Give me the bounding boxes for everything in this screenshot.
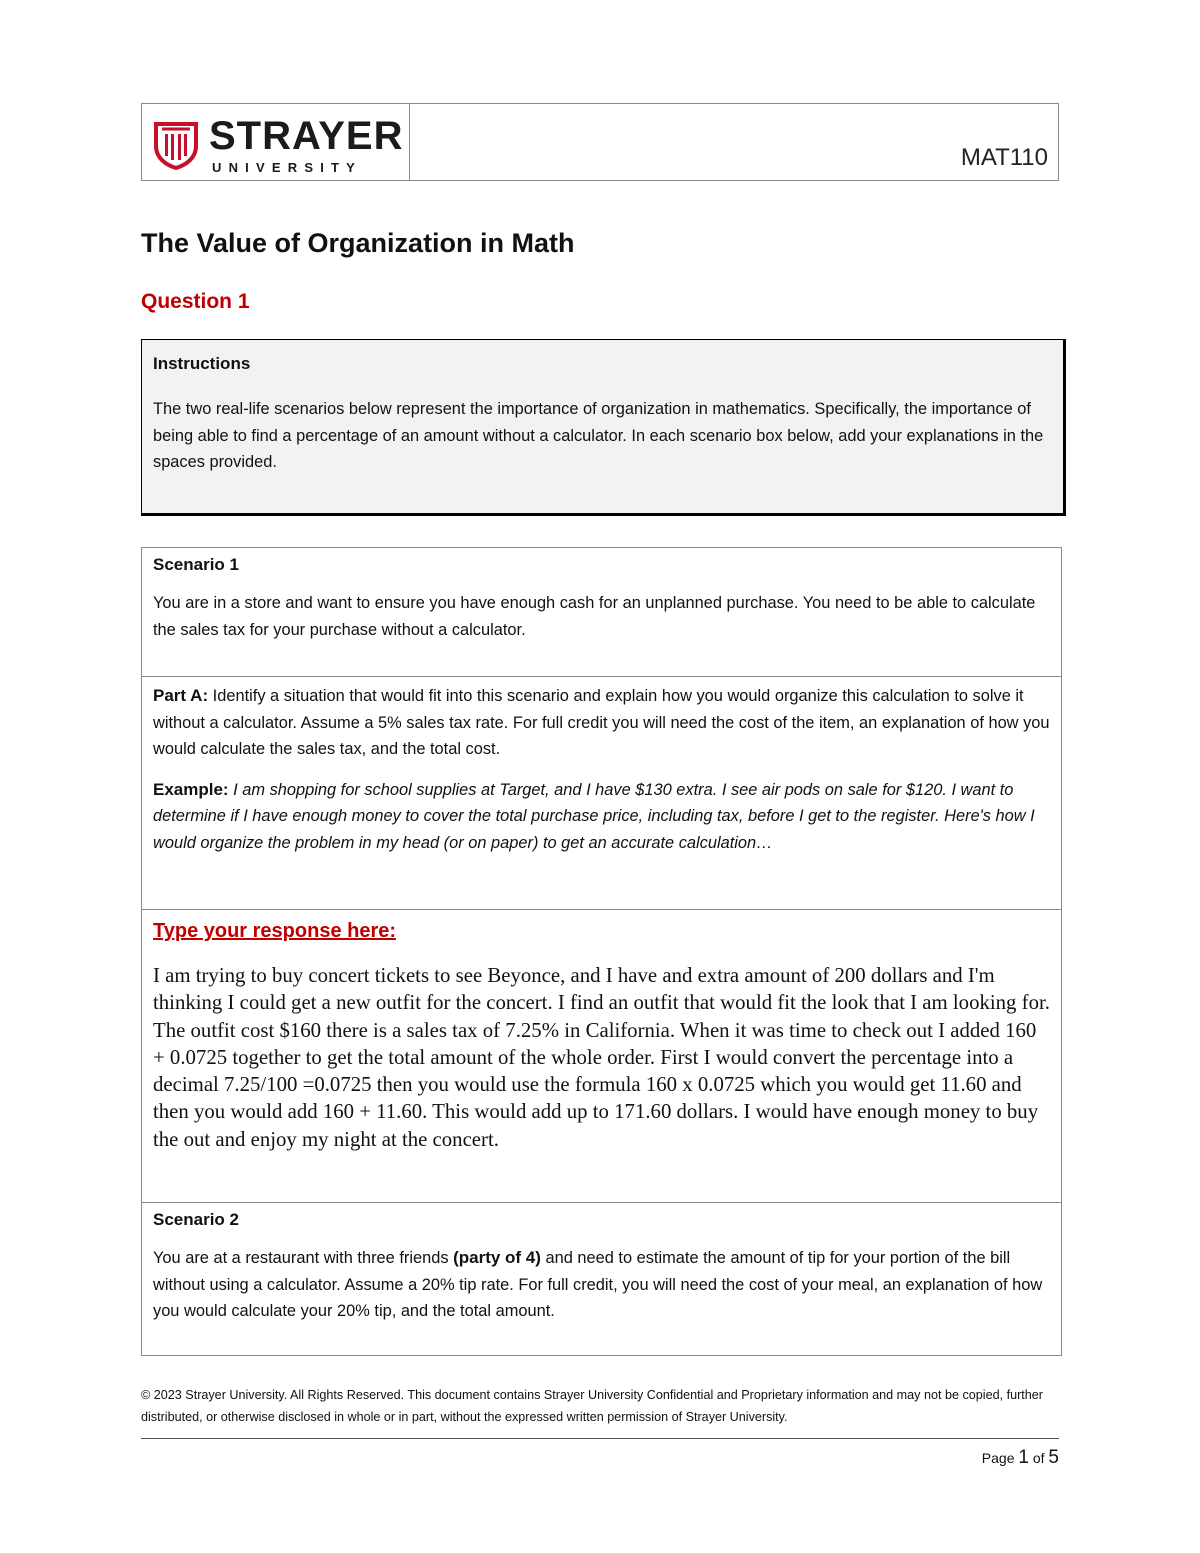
course-code: MAT110	[960, 144, 1048, 171]
instructions-body: The two real-life scenarios below represent the importance of organization in mathematics. Specifically, the importance of being able to find a percentage of an amount without a calculator. In each scenario box below, add your explanations in the spaces provided.	[153, 400, 1044, 471]
page-prefix: Page	[981, 1450, 1019, 1466]
response-label: Type your response here:	[153, 920, 397, 942]
scenario-1-label: Scenario 1	[153, 555, 239, 574]
page-current: 1	[1018, 1447, 1029, 1468]
response-body[interactable]: I am trying to buy concert tickets to see Beyonce, and I have and extra amount of 200 dollars and I'm thinking I could get a new outfit for the concert. I find an outfit that would fit the look that I am looking for. The outfit cost $160 there is a sales tax of 7.25% in California. When it was time to check out I added 160 + 0.0725 together to get the total amount of the whole order. First I would convert the percentage into a decimal 7.25/100 =0.0725 then you would use the formula 160 x 0.0725 which you would get 11.60 and then you would add 160 + 11.60. This would add up to 171.60 dollars. I would have enough money to buy the out and enjoy my night at the concert.	[153, 964, 1050, 1151]
header-table	[141, 103, 1059, 181]
page-number	[982, 1447, 1059, 1469]
scenario-2-body-post: and need to estimate the amount of tip for your portion of the bill without using a calculator. Assume a 20% tip rate. For full credit, you will need the cost of your meal, an explanation of how you would calculate your 20% tip, and the total amount.	[153, 1249, 1043, 1320]
scenario-2-cell	[142, 1202, 1061, 1355]
copyright-notice: © 2023 Strayer University. All Rights Reserved. This document contains Strayer University Confidential and Proprietary information and may not be copied, further distributed, or otherwise disclosed in whole or in part, without the expressed written permission of Strayer University.	[141, 1388, 1043, 1424]
logo-cell	[142, 104, 410, 180]
example-body: I am shopping for school supplies at Target, and I have $130 extra. I see air pods on sale for $120. I want to determine if I have enough money to cover the total purchase price, including tax, before I get to the register. Here's how I would organize the problem in my head (or on paper) to get an accurate calculation…	[153, 780, 1035, 852]
part-a-label: Part A:	[153, 686, 209, 705]
shield-logo-icon	[152, 120, 200, 170]
scenario-2-label: Scenario 2	[153, 1210, 239, 1229]
instructions-heading: Instructions	[153, 354, 251, 373]
part-a-paragraph	[153, 683, 1050, 763]
instructions-box	[141, 339, 1066, 516]
question-label: Question 1	[141, 290, 250, 313]
page-total: 5	[1048, 1447, 1059, 1468]
part-a-body: Identify a situation that would fit into this scenario and explain how you would organize this calculation to solve it without a calculator. Assume a 5% sales tax rate. For full credit you will need the cost of the item, an explanation of how you would calculate the sales tax, and the total cost.	[153, 687, 1050, 758]
scenario-2-body	[153, 1245, 1050, 1325]
part-a-cell	[142, 676, 1061, 909]
example-label: Example:	[153, 779, 229, 799]
scenario-table	[141, 547, 1062, 1356]
page-of: of	[1028, 1450, 1049, 1466]
scenario-2-body-pre: You are at a restaurant with three friends	[153, 1249, 454, 1267]
logo-wordmark: STRAYER	[209, 114, 404, 158]
footer-divider	[141, 1438, 1059, 1439]
response-cell[interactable]	[142, 909, 1061, 1202]
scenario-1-cell	[142, 548, 1061, 676]
logo-subtitle: UNIVERSITY	[212, 160, 363, 175]
example-paragraph	[153, 777, 1050, 857]
scenario-2-party-size: (party of 4)	[453, 1248, 541, 1267]
document-title: The Value of Organization in Math	[141, 228, 575, 258]
scenario-1-body: You are in a store and want to ensure you have enough cash for an unplanned purchase. You need to be able to calculate the sales tax for your purchase without a calculator.	[153, 594, 1036, 639]
